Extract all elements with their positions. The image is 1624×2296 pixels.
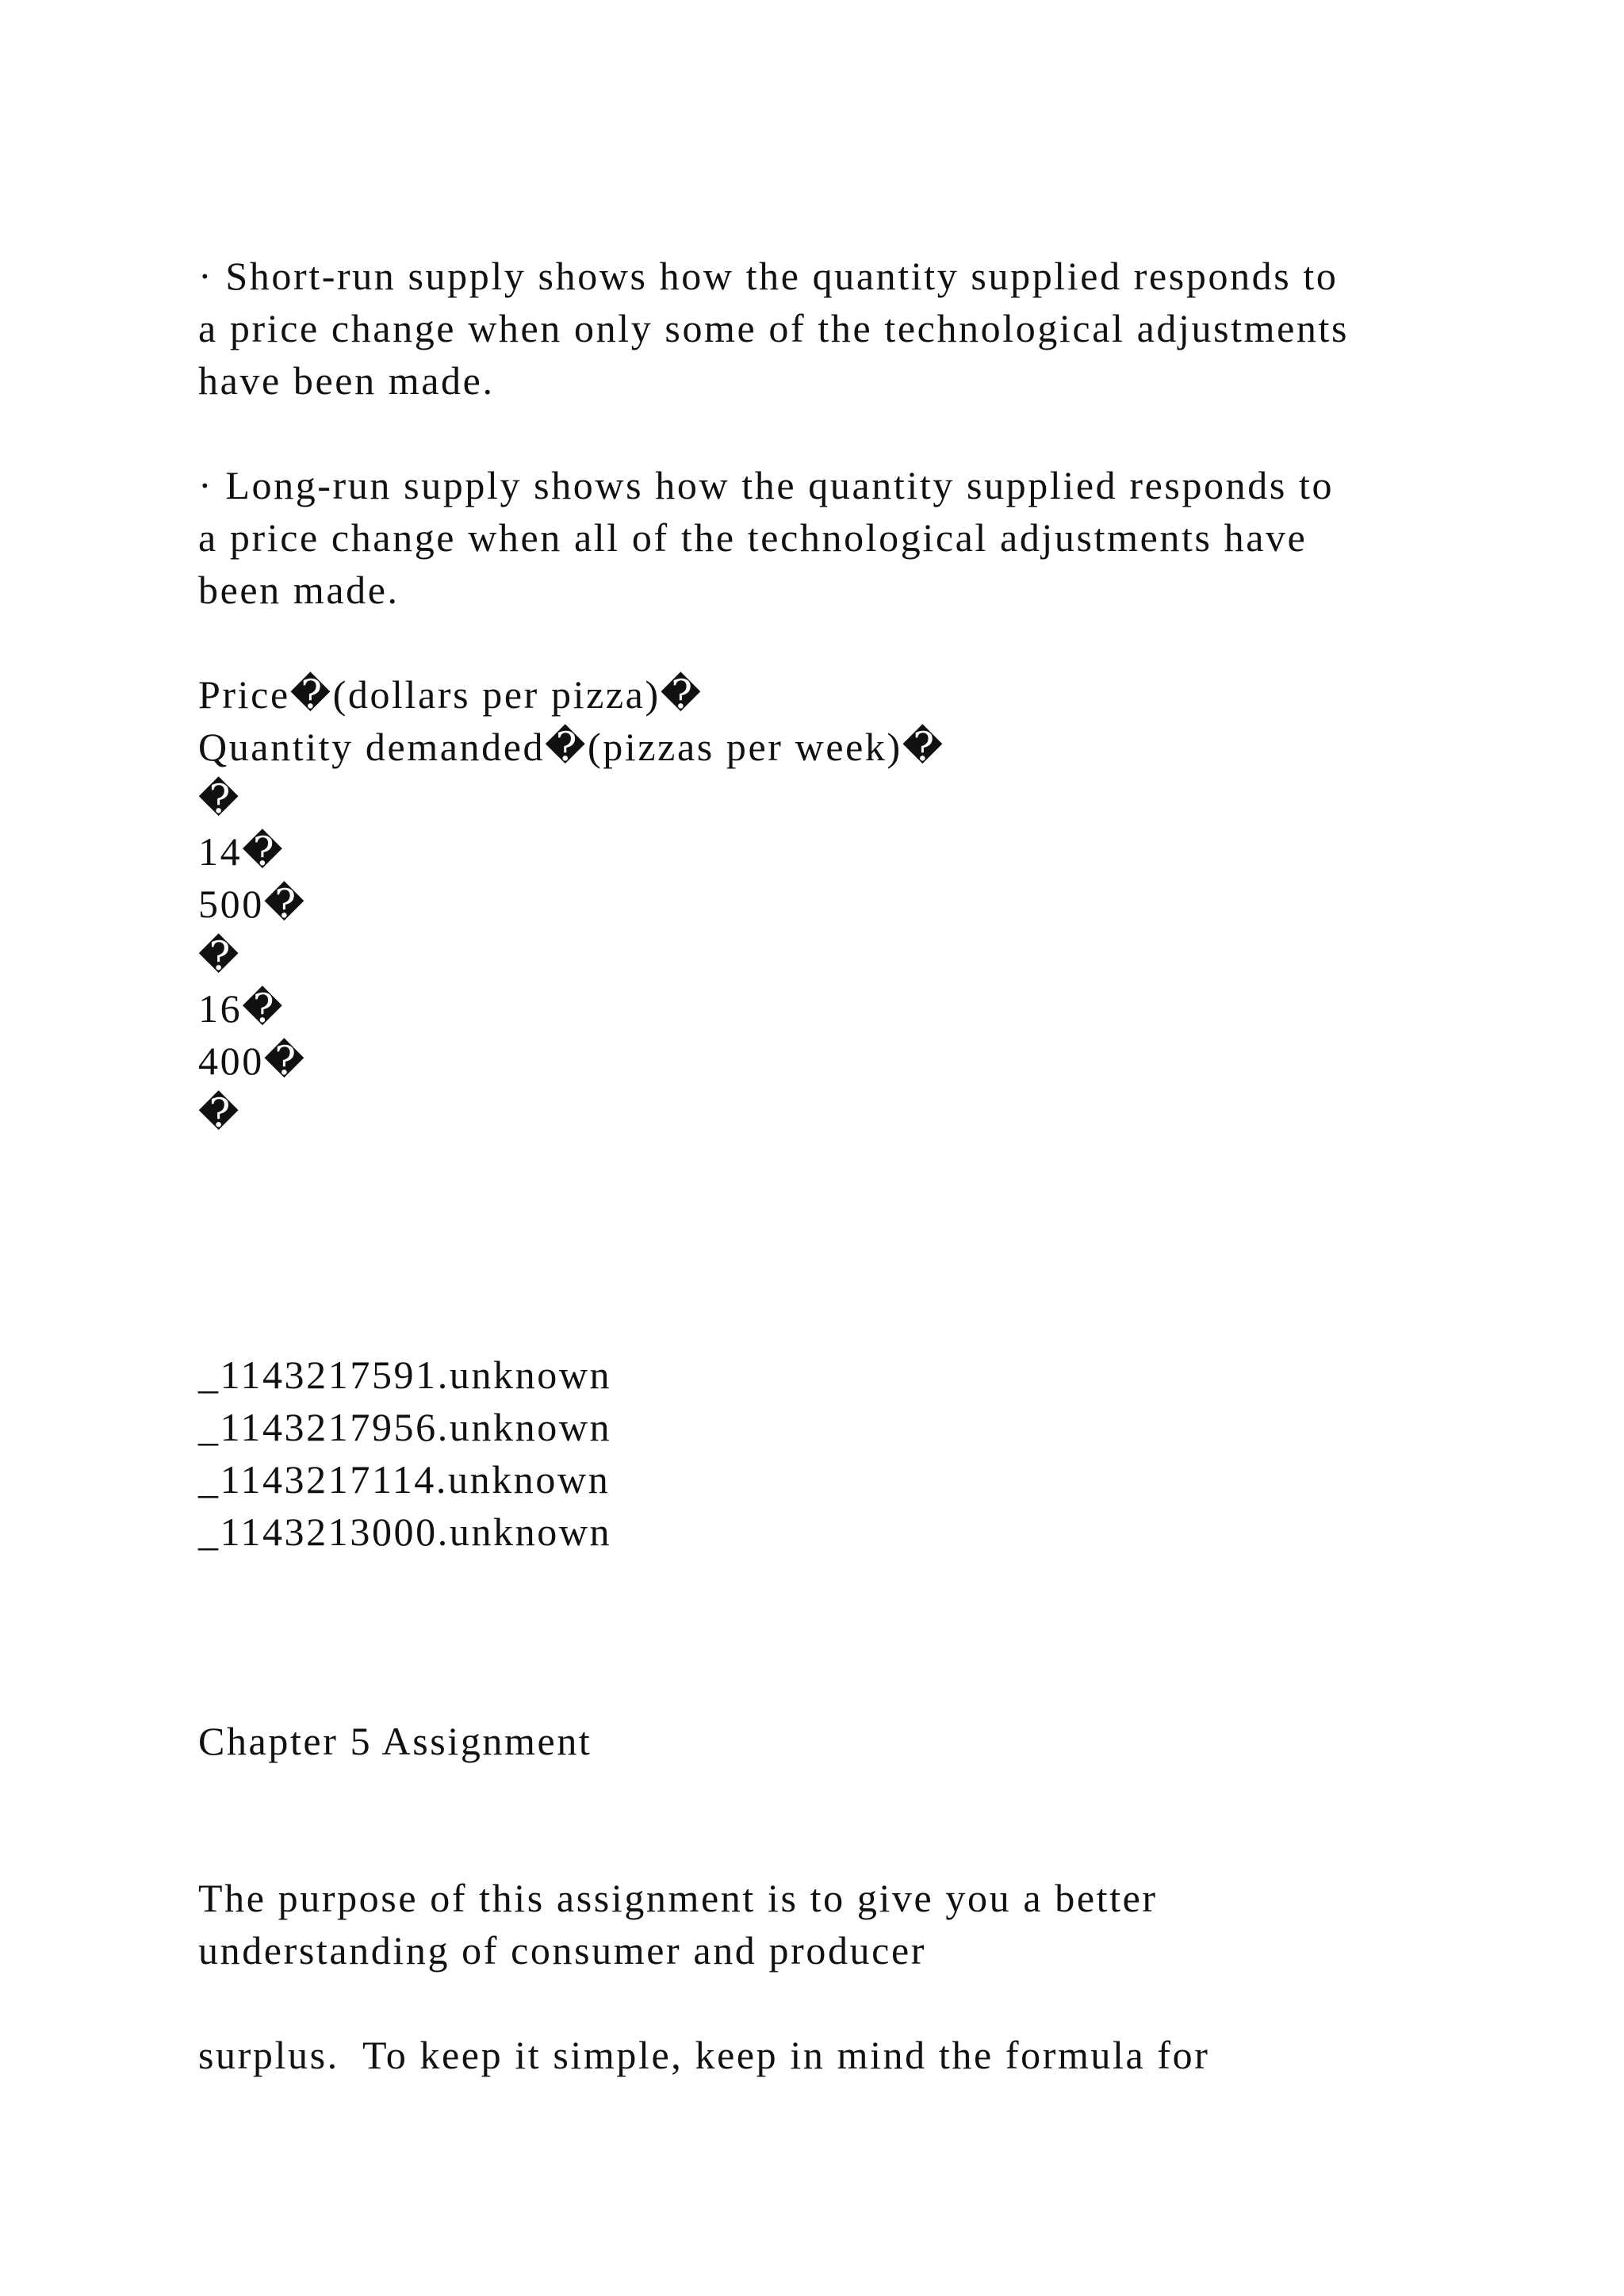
table-cell-quantity: 500� <box>198 882 307 926</box>
table-header-quantity: Quantity demanded�(pizzas per week)� <box>198 725 945 769</box>
table-header-price: Price�(dollars per pizza)� <box>198 672 703 717</box>
purpose-line-2: understanding of consumer and producer <box>198 1928 926 1973</box>
table-end-marker: � <box>198 1091 241 1135</box>
table-cell-quantity: 400� <box>198 1039 307 1083</box>
purpose-line-3: surplus. To keep it simple, keep in mind the formula for <box>198 2033 1210 2077</box>
table-row-marker: � <box>198 934 241 978</box>
long-run-bullet-line-1: · Long-run supply shows how the quantity supplied responds to <box>198 463 1335 507</box>
short-run-bullet-line-2: a price change when only some of the technological adjustments <box>198 306 1350 350</box>
long-run-bullet-line-3: been made. <box>198 568 400 612</box>
object-placeholder: _1143217114.unknown <box>198 1457 611 1502</box>
table-cell-price: 14� <box>198 829 285 874</box>
short-run-bullet-line-3: have been made. <box>198 358 495 403</box>
object-placeholder: _1143213000.unknown <box>198 1510 612 1554</box>
table-row-marker: � <box>198 777 241 821</box>
table-cell-price: 16� <box>198 986 285 1031</box>
long-run-bullet-line-2: a price change when all of the technological adjustments have <box>198 515 1308 560</box>
object-placeholder: _1143217591.unknown <box>198 1353 612 1397</box>
chapter-title: Chapter 5 Assignment <box>198 1719 592 1763</box>
purpose-line-1: The purpose of this assignment is to give you a better <box>198 1876 1158 1920</box>
object-placeholder: _1143217956.unknown <box>198 1405 612 1449</box>
short-run-bullet-line-1: · Short-run supply shows how the quantity supplied responds to <box>198 254 1339 298</box>
